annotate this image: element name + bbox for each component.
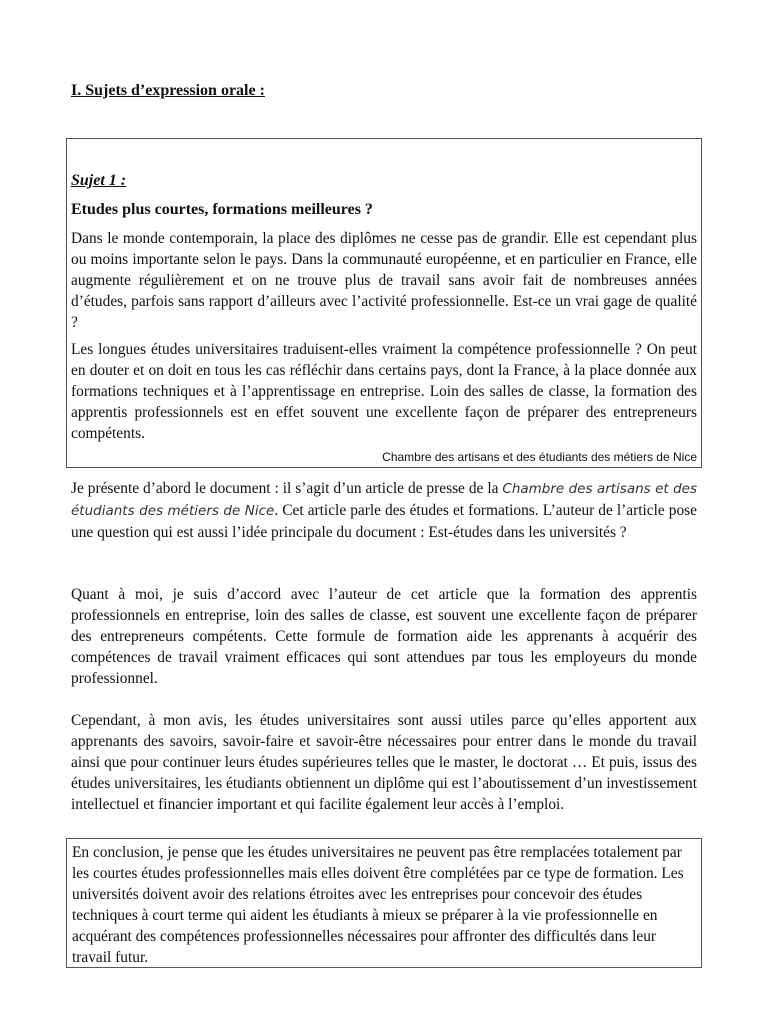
subject-source: Chambre des artisans et des étudiants des métiers de Nice <box>382 450 697 464</box>
section-heading: I. Sujets d’expression orale : <box>71 82 265 99</box>
response-intro <box>71 478 697 543</box>
subject-paragraph-2: Les longues études universitaires traduisent-elles vraiment la compétence professionnelle ? On peut en douter et on doit en tous les cas réfléchir dans certains pays, dont la France, à la place donnée aux formations techniques et à l’apprentissage en entreprise. Loin des salles de classe, la formation des apprentis professionnels est en effet souvent une excellente façon de préparer des entrepreneurs compétents. <box>71 341 697 442</box>
intro-source-citation: Chambre des artisans et des étudiants des métiers de Nice <box>71 481 697 519</box>
subject-title: Etudes plus courtes, formations meilleures ? <box>71 201 373 218</box>
response-paragraph-3: Cependant, à mon avis, les études universitaires sont aussi utiles parce qu’elles apportent aux apprenants des savoirs, savoir-faire et savoir-être nécessaires pour entrer dans le monde du travail ainsi que pour continuer leurs études supérieures telles que le master, le doctorat … Et puis, issus des études universitaires, les étudiants obtiennent un diplôme qui est l’aboutissement d’un investissement intellectuel et financier important et qui facilite également leur accès à l’emploi. <box>71 712 697 813</box>
intro-text-after: . Cet article parle des études et formations. L’auteur de l’article pose une question qui est aussi l’idée principale du document : Est-études dans les universités ? <box>71 502 698 541</box>
conclusion-text: En conclusion, je pense que les études universitaires ne peuvent pas être remplacées totalement par les courtes études professionnelles mais elles doivent être complétées par ce type de formation. Les universités doivent avoir des relations étroites avec les entreprises pour concevoir des études techniques à court terme qui aident les étudiants à mieux se préparer à la vie professionnelle en acquérant des compétences professionnelles nécessaires pour affronter des difficultés dans leur travail futur. <box>72 844 684 966</box>
intro-text-before: Je présente d’abord le document : il s’agit d’un article de presse de la <box>71 480 503 497</box>
response-paragraph-2: Quant à moi, je suis d’accord avec l’auteur de cet article que la formation des apprentis professionnels en entreprise, loin des salles de classe, est souvent une excellente façon de préparer des entrepreneurs compétents. Cette formule de formation aide les apprenants à acquérir des compétences de travail vraiment efficaces qui sont attendues par tous les employeurs du monde professionnel. <box>71 586 697 687</box>
subject-label: Sujet 1 : <box>71 172 127 189</box>
subject-paragraph-1: Dans le monde contemporain, la place des diplômes ne cesse pas de grandir. Elle est cependant plus ou moins importante selon le pays. Dans la communauté européenne, et en particulier en France, elle augmente régulièrement et on ne trouve plus de travail sans avoir fait de nombreuses années d’études, parfois sans rapport d’ailleurs avec l’activité professionnelle. Est-ce un vrai gage de qualité ? <box>71 230 697 331</box>
